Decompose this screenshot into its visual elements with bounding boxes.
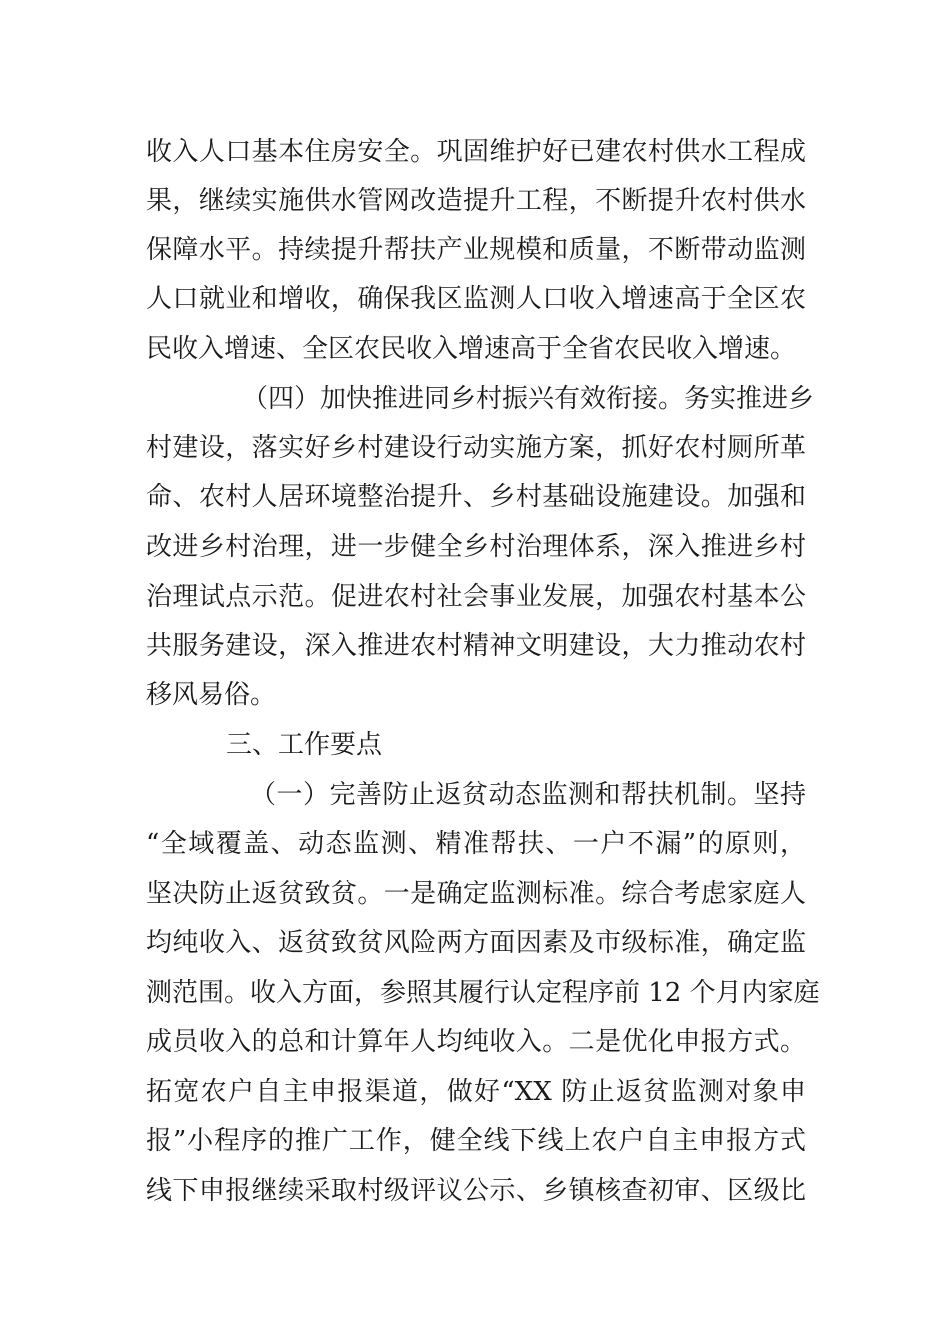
- section-heading-four: （四）加快推进同乡村振兴有效衔接。务实推进乡: [242, 384, 815, 414]
- text-line: 命、农村人居环境整治提升、乡村基础设施建设。加强和: [146, 482, 806, 512]
- text-line: 民收入增速、全区农民收入增速高于全省农民收入增速。: [146, 334, 797, 364]
- text-line: 拓宽农户自主申报渠道，做好“XX 防止返贫监测对象申: [146, 1077, 806, 1107]
- text-line: 线下申报继续采取村级评议公示、乡镇核查初审、区级比: [146, 1176, 806, 1206]
- text-line: 均纯收入、返贫致贫风险两方面因素及市级标准，确定监: [146, 928, 806, 958]
- text-line: 报”小程序的推广工作，健全线下线上农户自主申报方式: [146, 1126, 806, 1156]
- text-line: 测范围。收入方面，参照其履行认定程序前 12 个月内家庭: [146, 978, 820, 1008]
- chapter-heading: 三、工作要点: [226, 730, 383, 760]
- text-line: 人口就业和增收，确保我区监测人口收入增速高于全区农: [146, 284, 806, 314]
- text-line: 保障水平。持续提升帮扶产业规模和质量，不断带动监测: [146, 235, 806, 265]
- text-line: 成员收入的总和计算年人均纯收入。二是优化申报方式。: [146, 1027, 806, 1057]
- text-line: “全域覆盖、动态监测、精准帮扶、一户不漏”的原则，: [146, 829, 806, 859]
- text-line: 改进乡村治理，进一步健全乡村治理体系，深入推进乡村: [146, 532, 806, 562]
- section-heading-one: （一）完善防止返贫动态监测和帮扶机制。坚持: [250, 780, 806, 810]
- text-line: 村建设，落实好乡村建设行动实施方案，抓好农村厕所革: [146, 433, 806, 463]
- text-line: 移风易俗。: [146, 680, 277, 710]
- text-line: 治理试点示范。促进农村社会事业发展，加强农村基本公: [146, 582, 806, 612]
- text-line: 坚决防止返贫致贫。一是确定监测标准。综合考虑家庭人: [146, 879, 806, 909]
- text-line: 共服务建设，深入推进农村精神文明建设，大力推动农村: [146, 631, 806, 661]
- text-line: 收入人口基本住房安全。巩固维护好已建农村供水工程成: [146, 137, 806, 167]
- text-line: 果，继续实施供水管网改造提升工程，不断提升农村供水: [146, 186, 806, 216]
